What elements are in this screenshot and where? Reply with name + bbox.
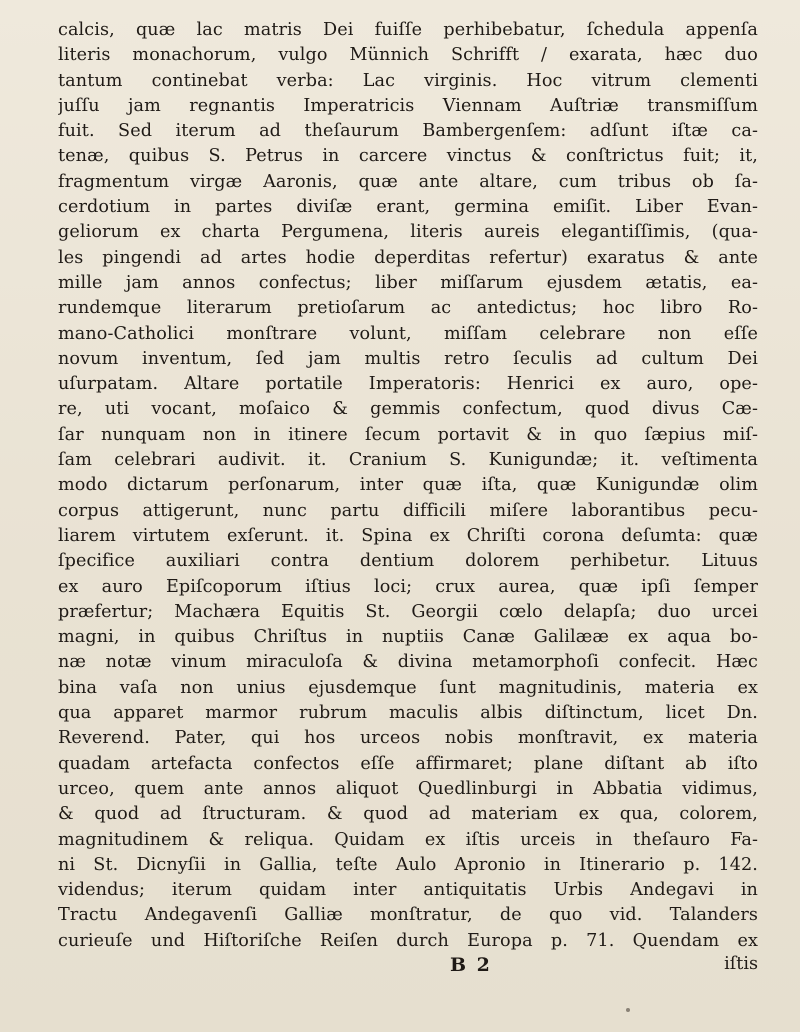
signature-mark: B 2 [450, 953, 492, 976]
text-line: & quod ad ſtructuram. & quod ad materiam ex qua, colorem, [58, 804, 758, 825]
text-line: magni, in quibus Chriſtus in nuptiis Canæ Galilææ ex aqua bo- [58, 627, 758, 648]
text-line: quadam artefacta confectos eſſe affirmaret; plane diſtant ab iſto [58, 753, 758, 774]
text-line: ſpecifice auxiliari contra dentium dolorem perhibetur. Lituus [58, 551, 758, 572]
text-line: liarem virtutem exſerunt. it. Spina ex Chriſti corona deſumta: quæ [58, 525, 758, 546]
text-line: fragmentum virgæ Aaronis, quæ ante altare, cum tribus ob ſa- [58, 171, 758, 192]
text-line: uſurpatam. Altare portatile Imperatoris: Henrici ex auro, ope- [58, 374, 758, 395]
text-line: næ notæ vinum miraculoſa & divina metamorphoſi confecit. Hæc [58, 652, 758, 673]
text-line: mano-Catholici monſtrare volunt, miſſam celebrare non eſſe [58, 323, 758, 344]
text-line: juſſu jam regnantis Imperatricis Viennam Auſtriæ transmiſſum [58, 95, 758, 116]
catchword: iſtis [724, 953, 758, 974]
text-line: tantum continebat verba: Lac virginis. Hoc vitrum clementi [58, 70, 758, 91]
text-line: cerdotium in partes diviſæ erant, germina emiſit. Liber Evan- [58, 197, 758, 218]
text-line: ni St. Dicnyſii in Gallia, teſte Aulo Apronio in Itinerario p. 142. [58, 854, 758, 875]
text-line: fuit. Sed iterum ad theſaurum Bambergenſem: adſunt iſtæ ca- [58, 121, 758, 142]
ink-spot [626, 1008, 630, 1012]
text-line: les pingendi ad artes hodie deperditas refertur) exaratus & ante [58, 247, 758, 268]
text-line: modo dictarum perſonarum, inter quæ iſta, quæ Kunigundæ olim [58, 475, 758, 496]
body-text [58, 18, 758, 979]
text-line: Reverend. Pater, qui hos urceos nobis monſtravit, ex materia [58, 728, 758, 749]
text-line: Tractu Andegavenſi Galliæ monſtratur, de quo vid. Talanders [58, 905, 758, 926]
text-line: videndus; iterum quidam inter antiquitatis Urbis Andegavi in [58, 880, 758, 901]
text-line: re, uti vocant, moſaico & gemmis confectum, quod divus Cæ- [58, 399, 758, 420]
text-line: mille jam annos confectus; liber miſſarum ejusdem ætatis, ea- [58, 272, 758, 293]
text-line: magnitudinem & reliqua. Quidam ex iſtis urceis in theſauro Fa- [58, 829, 758, 850]
text-line: ex auro Epiſcoporum iſtius loci; crux aurea, quæ ipſi ſemper [58, 576, 758, 597]
text-line: curieuſe und Hiſtoriſche Reiſen durch Europa p. 71. Quendam ex [58, 930, 758, 951]
text-line: geliorum ex charta Pergumena, literis aureis elegantiſſimis, (qua- [58, 222, 758, 243]
text-line: tenæ, quibus S. Petrus in carcere vinctus & conſtrictus fuit; it, [58, 146, 758, 167]
text-line: urceo, quem ante annos aliquot Quedlinburgi in Abbatia vidimus, [58, 778, 758, 799]
text-line: ſam celebrari audivit. it. Cranium S. Kunigundæ; it. veſtimenta [58, 450, 758, 471]
text-line: novum inventum, ſed jam multis retro ſeculis ad cultum Dei [58, 348, 758, 369]
text-line: bina vaſa non unius ejusdemque ſunt magnitudinis, materia ex [58, 677, 758, 698]
text-line: literis monachorum, vulgo Münnich Schrifft / exarata, hæc duo [58, 45, 758, 66]
text-line: corpus attigerunt, nunc partu difficili miſere laborantibus pecu- [58, 500, 758, 521]
text-line: calcis, quæ lac matris Dei fuiſſe perhibebatur, ſchedula appenſa [58, 20, 758, 40]
text-line: ſar nunquam non in itinere ſecum portavit & in quo ſæpius miſ- [58, 424, 758, 445]
text-line: qua apparet marmor rubrum maculis albis diſtinctum, licet Dn. [58, 703, 758, 724]
text-line: rundemque literarum pretioſarum ac antedictus; hoc libro Ro- [58, 298, 758, 319]
page-footer [58, 954, 758, 979]
text-line: præfertur; Machæra Equitis St. Georgii cœlo delapſa; duo urcei [58, 601, 758, 622]
